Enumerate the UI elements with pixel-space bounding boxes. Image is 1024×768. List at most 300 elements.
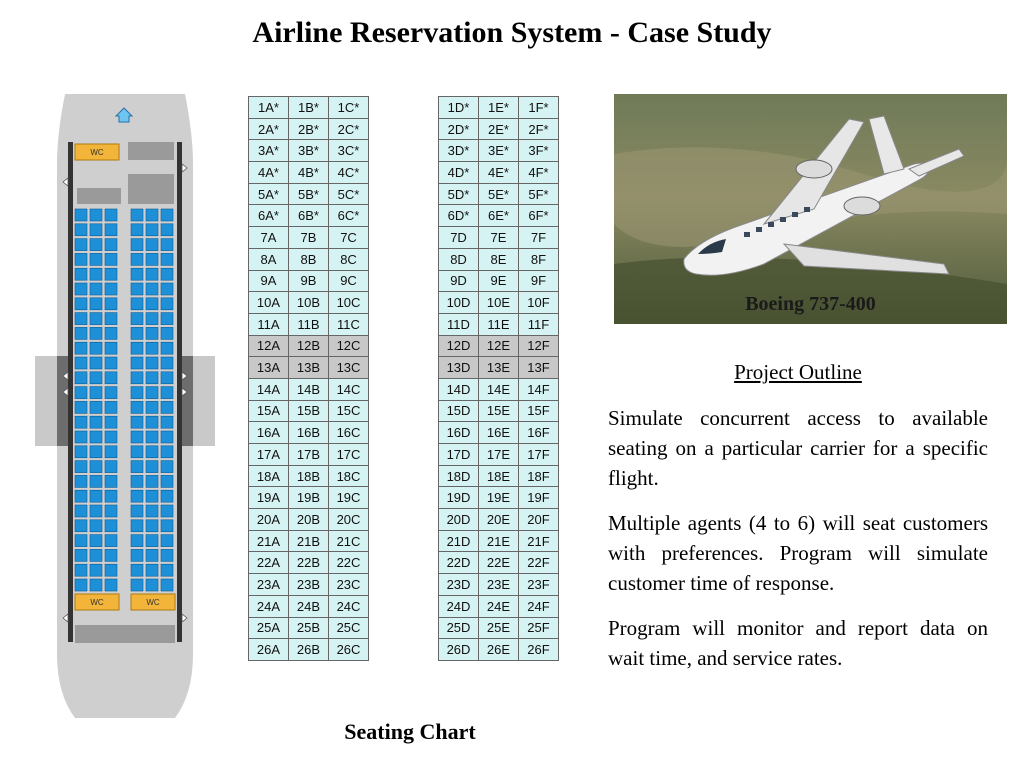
plane-seat-icon: [75, 535, 87, 547]
seat-cell[interactable]: 19C: [329, 487, 369, 509]
seat-cell[interactable]: 21A: [249, 531, 289, 553]
seat-row: [249, 401, 369, 423]
plane-seat-icon: [75, 283, 87, 295]
plane-seat-icon: [90, 475, 102, 487]
seat-cell[interactable]: 21D: [439, 531, 479, 553]
seat-cell[interactable]: 11F: [519, 314, 559, 336]
seat-cell[interactable]: 16F: [519, 422, 559, 444]
plane-seat-icon: [90, 239, 102, 251]
plane-seat-icon: [146, 490, 158, 502]
seat-cell[interactable]: 22C: [329, 552, 369, 574]
seat-cell[interactable]: 15D: [439, 401, 479, 423]
plane-seat-icon: [75, 579, 87, 591]
plane-seat-icon: [75, 209, 87, 221]
plane-seat-icon: [146, 564, 158, 576]
seat-cell[interactable]: 6B*: [289, 205, 329, 227]
seat-cell[interactable]: 8A: [249, 249, 289, 271]
seat-cell[interactable]: 5C*: [329, 184, 369, 206]
seat-cell[interactable]: 2F*: [519, 119, 559, 141]
plane-seat-icon: [131, 313, 143, 325]
plane-seat-icon: [131, 401, 143, 413]
seat-cell[interactable]: 7D: [439, 227, 479, 249]
seat-cell[interactable]: 18B: [289, 466, 329, 488]
seat-cell[interactable]: 20F: [519, 509, 559, 531]
plane-seat-icon: [105, 416, 117, 428]
plane-seat-icon: [146, 461, 158, 473]
seat-cell[interactable]: 25C: [329, 618, 369, 640]
plane-seat-icon: [161, 387, 173, 399]
seat-cell[interactable]: 1D*: [439, 97, 479, 119]
plane-seat-icon: [131, 239, 143, 251]
seat-cell[interactable]: 20E: [479, 509, 519, 531]
seat-cell[interactable]: 4F*: [519, 162, 559, 184]
plane-seat-icon: [90, 313, 102, 325]
seat-cell[interactable]: 8E: [479, 249, 519, 271]
seat-cell[interactable]: 21E: [479, 531, 519, 553]
seat-cell[interactable]: 7E: [479, 227, 519, 249]
seat-cell[interactable]: 8B: [289, 249, 329, 271]
seat-cell[interactable]: 22D: [439, 552, 479, 574]
plane-seat-icon: [161, 416, 173, 428]
outline-paragraph: Multiple agents (4 to 6) will seat customers with preferences. Program will simulate customer time of response.: [608, 511, 988, 595]
plane-seat-icon: [146, 520, 158, 532]
seat-cell[interactable]: 11E: [479, 314, 519, 336]
plane-seat-icon: [161, 549, 173, 561]
seat-cell[interactable]: 5F*: [519, 184, 559, 206]
seat-cell[interactable]: 16A: [249, 422, 289, 444]
seat-cell[interactable]: 12A: [249, 336, 289, 358]
seat-cell[interactable]: 19A: [249, 487, 289, 509]
seat-cell[interactable]: 17C: [329, 444, 369, 466]
plane-seat-icon: [161, 253, 173, 265]
seat-row: [439, 336, 559, 358]
slide-title: Airline Reservation System - Case Study: [252, 16, 772, 49]
seat-cell[interactable]: 17D: [439, 444, 479, 466]
plane-seat-icon: [75, 239, 87, 251]
seat-cell[interactable]: 19B: [289, 487, 329, 509]
seat-cell[interactable]: 11A: [249, 314, 289, 336]
seat-cell[interactable]: 19D: [439, 487, 479, 509]
plane-seat-icon: [90, 327, 102, 339]
seat-cell[interactable]: 16D: [439, 422, 479, 444]
seat-cell[interactable]: 24D: [439, 596, 479, 618]
plane-seat-icon: [146, 446, 158, 458]
seat-cell[interactable]: 11D: [439, 314, 479, 336]
seat-cell[interactable]: 24F: [519, 596, 559, 618]
plane-seat-icon: [75, 549, 87, 561]
plane-seat-icon: [131, 283, 143, 295]
seat-row: [439, 639, 559, 661]
seat-cell[interactable]: 6D*: [439, 205, 479, 227]
seat-row: [249, 422, 369, 444]
plane-seat-icon: [131, 579, 143, 591]
plane-seat-icon: [105, 387, 117, 399]
seat-cell[interactable]: 26D: [439, 639, 479, 661]
seat-cell[interactable]: 13A: [249, 357, 289, 379]
plane-seat-icon: [161, 461, 173, 473]
seat-cell[interactable]: 26F: [519, 639, 559, 661]
seat-cell[interactable]: 23E: [479, 574, 519, 596]
plane-seat-icon: [75, 401, 87, 413]
seat-cell[interactable]: 12F: [519, 336, 559, 358]
seat-row: [249, 552, 369, 574]
seat-cell[interactable]: 12E: [479, 336, 519, 358]
seat-cell[interactable]: 18E: [479, 466, 519, 488]
plane-seat-icon: [90, 564, 102, 576]
seat-cell[interactable]: 1F*: [519, 97, 559, 119]
plane-seat-icon: [75, 342, 87, 354]
seat-cell[interactable]: 9B: [289, 271, 329, 293]
seat-cell[interactable]: 16B: [289, 422, 329, 444]
seat-cell[interactable]: 7A: [249, 227, 289, 249]
plane-seat-icon: [75, 505, 87, 517]
seat-cell[interactable]: 2B*: [289, 119, 329, 141]
seat-cell[interactable]: 25F: [519, 618, 559, 640]
seat-cell[interactable]: 4B*: [289, 162, 329, 184]
seat-cell[interactable]: 25A: [249, 618, 289, 640]
plane-seat-icon: [105, 313, 117, 325]
svg-text:WC: WC: [90, 598, 104, 607]
seat-cell[interactable]: 13B: [289, 357, 329, 379]
plane-seat-icon: [90, 209, 102, 221]
seat-cell[interactable]: 26B: [289, 639, 329, 661]
seat-cell[interactable]: 25D: [439, 618, 479, 640]
svg-text:WC: WC: [146, 598, 160, 607]
seat-cell[interactable]: 23F: [519, 574, 559, 596]
seat-cell[interactable]: 9D: [439, 271, 479, 293]
plane-seat-icon: [131, 357, 143, 369]
seat-cell[interactable]: 20D: [439, 509, 479, 531]
seat-cell[interactable]: 3B*: [289, 140, 329, 162]
seat-cell[interactable]: 9F: [519, 271, 559, 293]
seat-cell[interactable]: 9C: [329, 271, 369, 293]
plane-seat-icon: [105, 268, 117, 280]
seat-row: [249, 249, 369, 271]
plane-seat-icon: [131, 268, 143, 280]
plane-seat-icon: [161, 505, 173, 517]
seat-cell[interactable]: 4C*: [329, 162, 369, 184]
plane-seat-icon: [105, 224, 117, 236]
seat-cell[interactable]: 7B: [289, 227, 329, 249]
seat-cell[interactable]: 18C: [329, 466, 369, 488]
seat-cell[interactable]: 23B: [289, 574, 329, 596]
plane-seat-icon: [161, 520, 173, 532]
seat-cell[interactable]: 6A*: [249, 205, 289, 227]
seat-cell[interactable]: 3C*: [329, 140, 369, 162]
plane-seat-icon: [146, 313, 158, 325]
seat-cell[interactable]: 20B: [289, 509, 329, 531]
seat-cell[interactable]: 21B: [289, 531, 329, 553]
seat-cell[interactable]: 23A: [249, 574, 289, 596]
seat-cell[interactable]: 4A*: [249, 162, 289, 184]
seat-row: [439, 314, 559, 336]
plane-seat-icon: [146, 416, 158, 428]
seat-cell[interactable]: 13D: [439, 357, 479, 379]
seat-cell[interactable]: 7F: [519, 227, 559, 249]
seat-cell[interactable]: 3F*: [519, 140, 559, 162]
seat-cell[interactable]: 17E: [479, 444, 519, 466]
seat-cell[interactable]: 3A*: [249, 140, 289, 162]
seat-row: [249, 271, 369, 293]
plane-layout-diagram: [35, 94, 215, 718]
plane-seat-icon: [131, 387, 143, 399]
seat-cell[interactable]: 10C: [329, 292, 369, 314]
seat-cell[interactable]: 19E: [479, 487, 519, 509]
plane-seat-icon: [75, 327, 87, 339]
seat-cell[interactable]: 26E: [479, 639, 519, 661]
seat-cell[interactable]: 14D: [439, 379, 479, 401]
plane-seat-icon: [146, 239, 158, 251]
seat-cell[interactable]: 3D*: [439, 140, 479, 162]
seat-grid-left: [248, 96, 369, 661]
plane-seat-icon: [105, 401, 117, 413]
seat-row: [249, 184, 369, 206]
seat-cell[interactable]: 10F: [519, 292, 559, 314]
seat-row: [439, 357, 559, 379]
seat-cell[interactable]: 16E: [479, 422, 519, 444]
seat-row: [249, 292, 369, 314]
seat-cell[interactable]: 5E*: [479, 184, 519, 206]
seat-cell[interactable]: 10E: [479, 292, 519, 314]
plane-seat-icon: [146, 505, 158, 517]
seat-cell[interactable]: 9E: [479, 271, 519, 293]
plane-seat-icon: [90, 431, 102, 443]
seat-row: [249, 596, 369, 618]
photo-caption: Boeing 737-400: [745, 293, 876, 315]
seat-cell[interactable]: 1E*: [479, 97, 519, 119]
seat-cell[interactable]: 7C: [329, 227, 369, 249]
seat-cell[interactable]: 4E*: [479, 162, 519, 184]
seat-row: [249, 509, 369, 531]
plane-seat-icon: [131, 461, 143, 473]
plane-seat-icon: [90, 416, 102, 428]
seat-cell[interactable]: 15A: [249, 401, 289, 423]
seat-cell[interactable]: 8D: [439, 249, 479, 271]
seat-row: [439, 401, 559, 423]
plane-seat-icon: [90, 357, 102, 369]
plane-seat-icon: [146, 431, 158, 443]
plane-seat-icon: [105, 298, 117, 310]
plane-seat-icon: [105, 372, 117, 384]
seat-cell[interactable]: 19F: [519, 487, 559, 509]
plane-seat-icon: [146, 224, 158, 236]
seat-cell[interactable]: 11B: [289, 314, 329, 336]
seat-cell[interactable]: 18D: [439, 466, 479, 488]
seat-row: [249, 97, 369, 119]
plane-seat-icon: [75, 268, 87, 280]
plane-seat-icon: [161, 357, 173, 369]
plane-seat-icon: [161, 401, 173, 413]
seat-cell[interactable]: 12D: [439, 336, 479, 358]
seat-cell[interactable]: 5B*: [289, 184, 329, 206]
seat-cell[interactable]: 18A: [249, 466, 289, 488]
seat-cell[interactable]: 2C*: [329, 119, 369, 141]
seat-cell[interactable]: 24A: [249, 596, 289, 618]
wc-icon: [75, 144, 119, 160]
seat-cell[interactable]: 10D: [439, 292, 479, 314]
seat-row: [249, 574, 369, 596]
plane-seat-icon: [90, 446, 102, 458]
seat-cell[interactable]: 17F: [519, 444, 559, 466]
seat-row: [439, 422, 559, 444]
plane-seat-icon: [146, 298, 158, 310]
seat-cell[interactable]: 13E: [479, 357, 519, 379]
seat-cell[interactable]: 13F: [519, 357, 559, 379]
seat-row: [439, 271, 559, 293]
outline-paragraph: Program will monitor and report data on wait time, and service rates.: [608, 616, 988, 670]
seat-row: [249, 444, 369, 466]
seat-row: [439, 140, 559, 162]
seat-cell[interactable]: 5D*: [439, 184, 479, 206]
seat-cell[interactable]: 1B*: [289, 97, 329, 119]
seat-cell[interactable]: 1A*: [249, 97, 289, 119]
seat-cell[interactable]: 10A: [249, 292, 289, 314]
plane-seat-icon: [105, 283, 117, 295]
seat-cell[interactable]: 8C: [329, 249, 369, 271]
seat-row: [439, 509, 559, 531]
seat-row: [249, 466, 369, 488]
seat-cell[interactable]: 4D*: [439, 162, 479, 184]
plane-seat-icon: [146, 253, 158, 265]
seat-cell[interactable]: 6E*: [479, 205, 519, 227]
project-outline-text: [608, 403, 988, 688]
plane-seat-icon: [131, 446, 143, 458]
seat-cell[interactable]: 14E: [479, 379, 519, 401]
seat-cell[interactable]: 2E*: [479, 119, 519, 141]
seat-cell[interactable]: 12C: [329, 336, 369, 358]
plane-seat-icon: [131, 224, 143, 236]
seat-row: [249, 618, 369, 640]
seat-cell[interactable]: 3E*: [479, 140, 519, 162]
seat-cell[interactable]: 26A: [249, 639, 289, 661]
seat-cell[interactable]: 12B: [289, 336, 329, 358]
plane-seat-icon: [90, 268, 102, 280]
plane-seat-icon: [90, 342, 102, 354]
seat-cell[interactable]: 14F: [519, 379, 559, 401]
seat-cell[interactable]: 25E: [479, 618, 519, 640]
seat-cell[interactable]: 15C: [329, 401, 369, 423]
seat-cell[interactable]: 24B: [289, 596, 329, 618]
plane-seat-icon: [161, 209, 173, 221]
seat-row: [439, 184, 559, 206]
seat-cell[interactable]: 25B: [289, 618, 329, 640]
plane-seat-icon: [161, 239, 173, 251]
seat-row: [249, 314, 369, 336]
seat-cell[interactable]: 2D*: [439, 119, 479, 141]
seat-row: [439, 119, 559, 141]
seat-cell[interactable]: 21F: [519, 531, 559, 553]
seat-row: [249, 227, 369, 249]
plane-seat-icon: [105, 342, 117, 354]
seat-row: [439, 227, 559, 249]
seat-cell[interactable]: 6C*: [329, 205, 369, 227]
plane-seat-icon: [146, 342, 158, 354]
seat-cell[interactable]: 13C: [329, 357, 369, 379]
seat-cell[interactable]: 17B: [289, 444, 329, 466]
seat-cell[interactable]: 22E: [479, 552, 519, 574]
plane-seat-icon: [131, 209, 143, 221]
seat-cell[interactable]: 16C: [329, 422, 369, 444]
plane-seat-icon: [75, 446, 87, 458]
seat-cell[interactable]: 15E: [479, 401, 519, 423]
seat-row: [249, 487, 369, 509]
plane-seat-icon: [105, 564, 117, 576]
seat-cell[interactable]: 14B: [289, 379, 329, 401]
seat-cell[interactable]: 21C: [329, 531, 369, 553]
aircraft-photo: [614, 94, 1007, 324]
wc-icon: [131, 594, 175, 610]
plane-seat-icon: [146, 475, 158, 487]
seat-cell[interactable]: 17A: [249, 444, 289, 466]
plane-seat-icon: [90, 461, 102, 473]
seat-cell[interactable]: 20A: [249, 509, 289, 531]
seat-cell[interactable]: 15B: [289, 401, 329, 423]
seat-cell[interactable]: 6F*: [519, 205, 559, 227]
plane-seat-icon: [105, 490, 117, 502]
seat-cell[interactable]: 24C: [329, 596, 369, 618]
seat-cell[interactable]: 5A*: [249, 184, 289, 206]
plane-seat-icon: [161, 283, 173, 295]
seat-cell[interactable]: 10B: [289, 292, 329, 314]
plane-seat-icon: [105, 253, 117, 265]
seat-cell[interactable]: 26C: [329, 639, 369, 661]
plane-seat-icon: [75, 475, 87, 487]
seat-cell[interactable]: 20C: [329, 509, 369, 531]
plane-seat-icon: [90, 253, 102, 265]
plane-seat-icon: [146, 579, 158, 591]
plane-seat-icon: [75, 461, 87, 473]
plane-seat-icon: [105, 475, 117, 487]
plane-seat-icon: [75, 253, 87, 265]
plane-seat-icon: [146, 268, 158, 280]
seat-cell[interactable]: 11C: [329, 314, 369, 336]
seat-cell[interactable]: 22B: [289, 552, 329, 574]
plane-seat-icon: [105, 549, 117, 561]
seat-cell[interactable]: 14C: [329, 379, 369, 401]
seat-row: [439, 162, 559, 184]
seat-row: [249, 639, 369, 661]
seat-cell[interactable]: 22F: [519, 552, 559, 574]
seat-cell[interactable]: 2A*: [249, 119, 289, 141]
seat-row: [439, 596, 559, 618]
seat-cell[interactable]: 8F: [519, 249, 559, 271]
seat-row: [439, 379, 559, 401]
plane-seat-icon: [75, 431, 87, 443]
seat-cell[interactable]: 1C*: [329, 97, 369, 119]
plane-seat-icon: [161, 298, 173, 310]
seat-cell[interactable]: 23D: [439, 574, 479, 596]
plane-seat-icon: [146, 209, 158, 221]
seat-cell[interactable]: 9A: [249, 271, 289, 293]
seat-row: [439, 531, 559, 553]
seat-cell[interactable]: 22A: [249, 552, 289, 574]
seat-cell[interactable]: 24E: [479, 596, 519, 618]
seat-cell[interactable]: 23C: [329, 574, 369, 596]
plane-seat-icon: [90, 549, 102, 561]
seat-cell[interactable]: 15F: [519, 401, 559, 423]
plane-seat-icon: [161, 268, 173, 280]
plane-seat-icon: [131, 253, 143, 265]
plane-seat-icon: [146, 327, 158, 339]
seat-row: [249, 379, 369, 401]
plane-seat-icon: [105, 446, 117, 458]
plane-seat-icon: [90, 283, 102, 295]
seat-cell[interactable]: 14A: [249, 379, 289, 401]
plane-seat-icon: [146, 535, 158, 547]
plane-seat-icon: [90, 505, 102, 517]
seat-row: [249, 140, 369, 162]
seat-cell[interactable]: 18F: [519, 466, 559, 488]
